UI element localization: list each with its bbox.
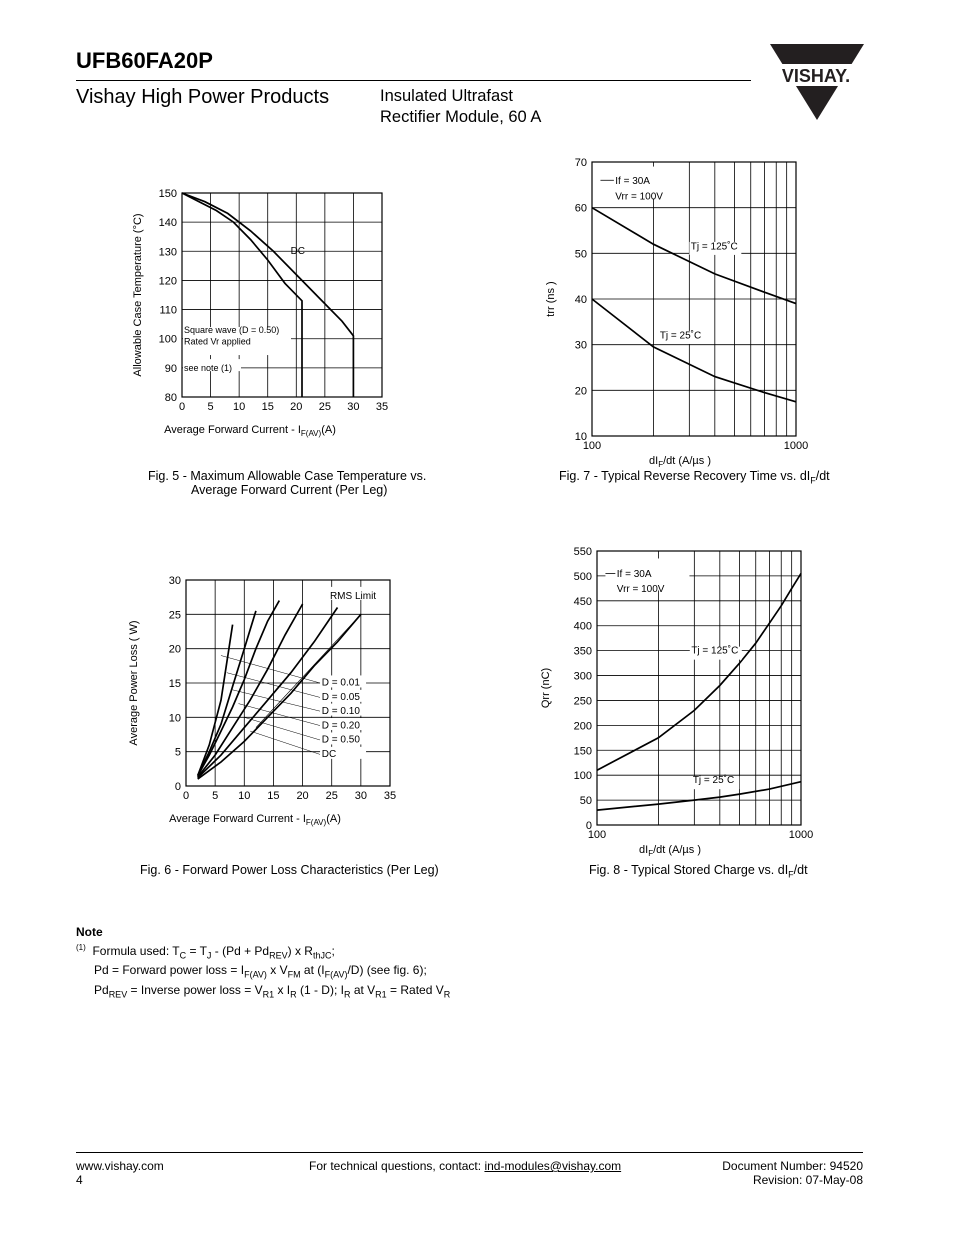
x-axis-label (164, 424, 336, 438)
x-axis-label-sub: F(AV) (300, 429, 322, 438)
y-tick-label: 130 (158, 246, 177, 259)
note-line-1 (76, 940, 450, 963)
x-axis-label (649, 455, 711, 469)
y-tick-label: 250 (573, 695, 592, 708)
annotation-dc: DC (290, 246, 306, 258)
series-label: D = 0.01 (321, 677, 360, 689)
series-line (198, 608, 338, 778)
footer-doc-number: Document Number: 94520 (722, 1159, 863, 1173)
y-tick-label: 450 (573, 595, 592, 608)
y-axis-label: Qrr (nC) (540, 667, 552, 709)
x-tick-label: 30 (347, 401, 360, 413)
y-tick-label: 20 (574, 385, 587, 398)
note-l3-c: x I (274, 982, 291, 997)
label-leader (250, 731, 320, 754)
y-tick-label: 120 (158, 275, 177, 288)
note-l3-s3: R (290, 989, 297, 1000)
footer-left (76, 1159, 164, 1187)
note-l2-b: x V (266, 963, 288, 978)
fig5-caption-line2: Average Forward Current (Per Leg) (191, 483, 388, 497)
y-axis-label: Average Power Loss ( W) (128, 620, 140, 746)
series-line (592, 208, 796, 304)
fig5-chart (125, 180, 389, 445)
series-label-25: Tj = 25˚C (692, 775, 735, 787)
y-tick-label: 500 (573, 570, 592, 583)
note-l3-b: = Inverse power loss = V (127, 982, 263, 997)
x-tick-label: 30 (354, 790, 367, 802)
series-label: DC (321, 749, 337, 761)
x-tick-label: 35 (375, 401, 389, 413)
footer-center (309, 1159, 621, 1173)
fig5-caption (148, 469, 426, 497)
note-l1-s1: C (179, 950, 187, 961)
product-description (380, 86, 541, 128)
note-l2-s1: F(AV) (244, 969, 267, 980)
series-label-125: Tj = 125˚C (690, 241, 738, 253)
y-tick-label: 60 (574, 202, 587, 215)
x-tick-label: 25 (325, 790, 338, 802)
note-l2-s2: FM (287, 969, 301, 980)
x-tick-label: 35 (383, 790, 397, 802)
annotation-if: If = 30A (615, 175, 650, 187)
note-l3-s6: R (443, 989, 451, 1000)
footer-page-number: 4 (76, 1173, 83, 1187)
annotation-if: If = 30A (616, 568, 652, 580)
x-axis-label-unit: (A) (321, 424, 336, 436)
note-l2-a: Pd = Forward power loss = I (94, 963, 245, 978)
note-l3-s5: R1 (375, 989, 387, 1000)
y-tick-label: 5 (174, 746, 181, 759)
note-l2-c: at (I (300, 963, 325, 978)
series-line (597, 573, 801, 770)
note-l3-a: Pd (94, 982, 109, 997)
x-axis-label-unit: /dt (A/µs ) (663, 455, 711, 467)
x-axis-label-main: Average Forward Current - I (164, 424, 301, 436)
fig7-caption-sub: F (810, 475, 816, 486)
x-tick-label: 0 (178, 401, 186, 413)
annotation-rated-vr: Rated Vr applied (184, 336, 251, 347)
x-tick-label: 20 (296, 790, 309, 802)
note-l1-s4: thJC (312, 950, 332, 961)
fig8-caption-sub: F (788, 869, 794, 880)
y-tick-label: 10 (168, 712, 181, 725)
series-label: D = 0.20 (321, 720, 360, 732)
x-tick-label: 1000 (783, 440, 809, 452)
series-line (592, 299, 796, 402)
note-l1-s2: J (206, 950, 212, 961)
footer-website[interactable]: www.vishay.com (76, 1159, 164, 1173)
header-rule (76, 80, 751, 81)
x-axis-label (639, 844, 701, 858)
footer-revision: Revision: 07-May-08 (752, 1173, 863, 1187)
x-tick-label: 0 (182, 790, 190, 802)
fig5-caption-line1: Fig. 5 - Maximum Allowable Case Temperature vs. (148, 469, 427, 483)
footer-rule (76, 1152, 863, 1153)
description-line-2: Rectifier Module, 60 A (380, 108, 542, 126)
x-axis-label-sub: F(AV) (305, 818, 327, 827)
x-axis-label-sub: F (648, 849, 654, 858)
y-tick-label: 70 (574, 157, 587, 169)
note-l3-s2: R1 (262, 989, 275, 1000)
note-line-2 (76, 963, 450, 982)
y-tick-label: 0 (174, 781, 181, 793)
note-l1-b: = T (186, 944, 207, 958)
logo-text: VISHAY. (781, 66, 851, 86)
y-tick-label: 100 (573, 770, 592, 783)
series-label-125: Tj = 125˚C (691, 645, 739, 657)
x-tick-label: 20 (290, 401, 303, 413)
label-leader (238, 704, 320, 726)
annotation-vrr: Vrr = 100V (615, 191, 663, 203)
y-tick-label: 110 (159, 304, 177, 317)
company-name: Vishay High Power Products (76, 86, 330, 108)
footer-contact-email[interactable]: ind-modules@vishay.com (484, 1159, 622, 1173)
y-tick-label: 10 (574, 431, 587, 443)
y-tick-label: 350 (573, 645, 592, 658)
y-tick-label: 550 (573, 546, 592, 558)
y-tick-label: 50 (579, 795, 592, 808)
y-tick-label: 50 (574, 248, 587, 261)
note-l3-e: at V (350, 982, 376, 997)
y-tick-label: 30 (574, 339, 587, 352)
fig8-caption-text: Fig. 8 - Typical Stored Charge vs. dI (589, 863, 789, 877)
annotation-vrr: Vrr = 100V (616, 583, 665, 595)
x-tick-label: 5 (212, 790, 219, 802)
series-label: D = 0.10 (321, 705, 360, 717)
x-tick-label: 5 (207, 401, 214, 413)
vishay-logo (770, 44, 864, 120)
label-leader (221, 656, 320, 683)
x-tick-label: 100 (587, 829, 607, 841)
fig8-caption-tail: /dt (793, 863, 808, 877)
series-label-25: Tj = 25˚C (659, 330, 702, 342)
fig7-caption-text: Fig. 7 - Typical Reverse Recovery Time vs. dI (559, 469, 811, 483)
x-tick-label: 25 (318, 401, 331, 413)
y-tick-label: 25 (168, 609, 181, 622)
note-l3-f: = Rated V (386, 982, 444, 997)
x-axis-label-unit: (A) (326, 813, 341, 825)
x-tick-label: 10 (233, 401, 246, 413)
part-number: UFB60FA20P (76, 48, 213, 73)
fig6-chart (125, 570, 395, 835)
annotation-square-wave: Square wave (D = 0.50) (184, 324, 280, 335)
y-tick-label: 90 (164, 362, 177, 375)
note-l1-e: ; (331, 944, 335, 958)
footer-contact-prefix: For technical questions, contact: (309, 1159, 485, 1173)
y-tick-label: 140 (158, 217, 177, 230)
y-tick-label: 150 (573, 745, 592, 758)
fig6-caption: Fig. 6 - Forward Power Loss Characteristics (Per Leg) (140, 863, 439, 877)
y-tick-label: 20 (168, 643, 181, 656)
footer-right (722, 1159, 863, 1187)
y-tick-label: 300 (573, 670, 592, 683)
annotation-rms-limit: RMS Limit (329, 591, 377, 603)
note-heading: Note (76, 925, 103, 939)
x-axis-label (169, 813, 341, 827)
series-label: D = 0.50 (321, 734, 360, 746)
x-axis-label-unit: /dt (A/µs ) (653, 844, 701, 856)
fig8-chart (535, 540, 825, 860)
fig7-caption-tail: /dt (815, 469, 830, 483)
x-tick-label: 100 (582, 440, 602, 452)
x-tick-label: 10 (238, 790, 251, 802)
fig8-caption (589, 863, 808, 880)
y-tick-label: 30 (168, 575, 181, 587)
x-tick-label: 15 (267, 790, 280, 802)
x-axis-label-main: dI (649, 455, 659, 467)
y-tick-label: 200 (573, 720, 592, 733)
y-axis-label: trr (ns ) (545, 281, 557, 317)
note-l1-s3: REV (269, 950, 288, 961)
y-tick-label: 40 (574, 294, 587, 306)
note-l1-a: Formula used: T (92, 944, 180, 958)
x-axis-label-sub: F (658, 460, 664, 469)
note-block (76, 925, 450, 1002)
note-marker: (1) (76, 943, 86, 952)
y-tick-label: 15 (168, 678, 181, 690)
y-tick-label: 150 (158, 188, 177, 200)
y-tick-label: 400 (573, 620, 592, 633)
note-l3-d: (1 - D); I (296, 982, 344, 997)
y-tick-label: 100 (158, 333, 177, 346)
x-axis-label-main: dI (639, 844, 649, 856)
y-tick-label: 0 (585, 820, 592, 832)
y-axis-label: Allowable Case Temperature (°C) (132, 213, 144, 377)
x-tick-label: 1000 (788, 829, 814, 841)
annotation-see-note: see note (1) (184, 362, 233, 373)
series-label: D = 0.05 (321, 692, 360, 704)
note-l3-s1: REV (108, 989, 128, 1000)
x-axis-label-main: Average Forward Current - I (169, 813, 306, 825)
fig7-chart (540, 150, 825, 475)
note-l1-d: ) x R (287, 944, 313, 958)
y-tick-label: 80 (164, 392, 177, 404)
note-l2-d: /D) (see fig. 6); (347, 963, 427, 978)
fig7-caption (559, 469, 830, 486)
x-tick-label: 15 (261, 401, 274, 413)
note-l2-s3: F(AV) (324, 969, 348, 980)
note-l1-c: - (Pd + Pd (211, 944, 270, 958)
description-line-1: Insulated Ultrafast (380, 87, 513, 105)
note-l3-s4: R (343, 989, 351, 1000)
note-line-3 (76, 983, 450, 1002)
